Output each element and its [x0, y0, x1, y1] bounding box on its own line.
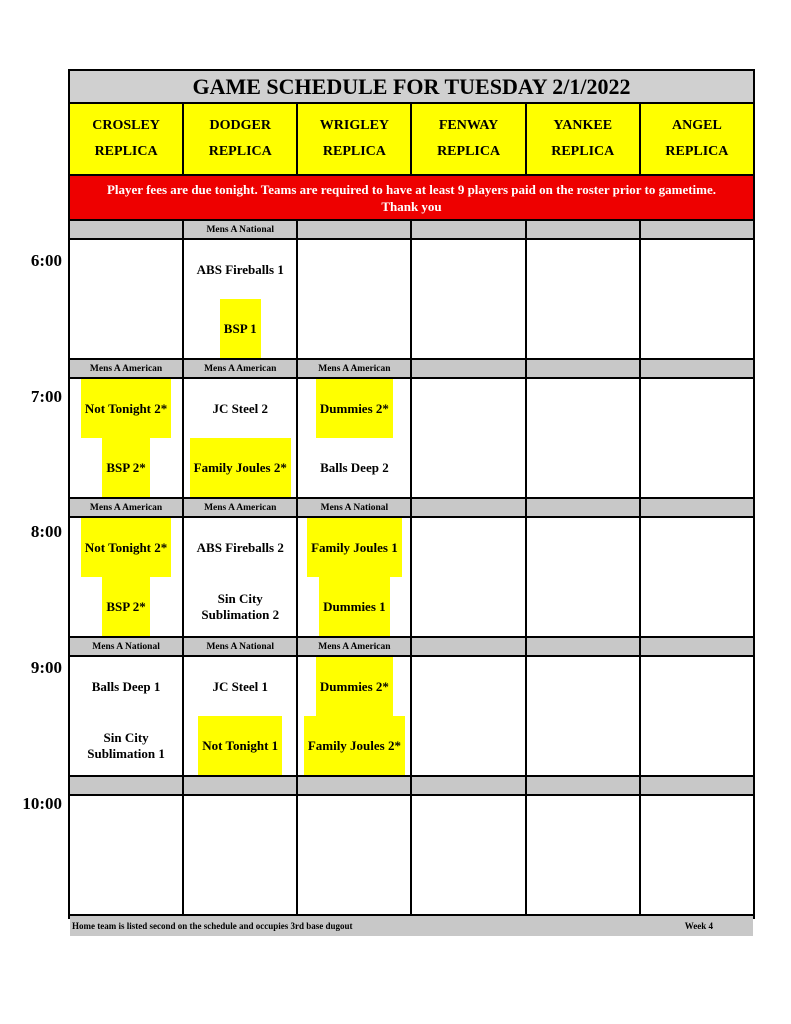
away-team	[350, 240, 358, 299]
away-team	[579, 240, 587, 299]
home-team	[236, 855, 244, 914]
home-team	[579, 577, 587, 636]
away-team	[579, 518, 587, 577]
away-team: ABS Fireballs 2	[196, 539, 284, 555]
game-cell	[298, 379, 410, 497]
away-team	[236, 796, 244, 855]
home-team	[122, 299, 130, 358]
court-header-yankee	[527, 104, 639, 174]
home-team: Sin City Sublimation 2	[201, 590, 280, 622]
home-team	[579, 855, 587, 914]
away-team	[693, 657, 701, 716]
court-header-crosley	[70, 104, 182, 174]
court-name: CROSLEY	[92, 118, 160, 133]
court-header-dodger	[184, 104, 296, 174]
division-label	[641, 777, 753, 794]
game-cell	[641, 379, 753, 497]
court-type: REPLICA	[322, 144, 386, 159]
court-type: REPLICA	[551, 144, 615, 159]
division-label	[412, 360, 524, 377]
away-team	[579, 796, 587, 855]
time-label: 8:00	[30, 522, 62, 541]
home-team: Family Joules 2*	[304, 716, 405, 775]
game-cell	[70, 379, 182, 497]
game-cell	[641, 240, 753, 358]
away-team: ABS Fireballs 1	[196, 261, 284, 277]
home-team	[693, 299, 701, 358]
home-team: BSP 2*	[102, 577, 149, 636]
away-team	[465, 379, 473, 438]
court-name: YANKEE	[553, 118, 613, 133]
away-team	[465, 657, 473, 716]
division-label: Mens A American	[70, 360, 182, 377]
division-label	[527, 360, 639, 377]
away-team	[122, 796, 130, 855]
away-team: JC Steel 1	[212, 678, 269, 694]
division-label	[527, 638, 639, 655]
court-type: REPLICA	[437, 144, 501, 159]
away-team	[693, 796, 701, 855]
home-team	[579, 438, 587, 497]
court-name: DODGER	[209, 118, 271, 133]
division-label: Mens A National	[184, 221, 296, 238]
time-label: 10:00	[22, 794, 62, 813]
home-team: Not Tonight 1	[198, 716, 282, 775]
away-team	[579, 657, 587, 716]
division-label: Mens A National	[184, 638, 296, 655]
game-cell	[298, 657, 410, 775]
division-label	[412, 499, 524, 516]
division-label: Mens A National	[70, 638, 182, 655]
away-team	[465, 518, 473, 577]
game-cell	[70, 240, 182, 358]
division-label	[641, 360, 753, 377]
division-label	[184, 777, 296, 794]
home-team: BSP 2*	[102, 438, 149, 497]
division-label: Mens A American	[184, 360, 296, 377]
game-cell	[412, 657, 524, 775]
game-cell	[184, 240, 296, 358]
away-team	[122, 240, 130, 299]
game-cell	[298, 240, 410, 358]
division-label	[527, 221, 639, 238]
court-header-angel	[641, 104, 753, 174]
home-team	[693, 716, 701, 775]
division-label	[641, 499, 753, 516]
schedule-footer	[70, 916, 753, 936]
home-team: Dummies 1	[319, 577, 389, 636]
division-label	[412, 777, 524, 794]
home-team	[579, 299, 587, 358]
game-cell	[298, 796, 410, 914]
game-cell	[527, 379, 639, 497]
away-team: Balls Deep 1	[91, 678, 161, 694]
away-team	[693, 379, 701, 438]
home-team	[350, 855, 358, 914]
division-label	[641, 638, 753, 655]
court-name: WRIGLEY	[319, 118, 390, 133]
time-label: 7:00	[30, 387, 62, 406]
court-type: REPLICA	[208, 144, 272, 159]
court-name: ANGEL	[672, 118, 722, 133]
division-label	[527, 777, 639, 794]
away-team: Family Joules 1	[307, 518, 402, 577]
division-label: Mens A American	[70, 499, 182, 516]
game-cell	[184, 657, 296, 775]
game-cell	[298, 518, 410, 636]
game-cell	[641, 796, 753, 914]
game-cell	[641, 657, 753, 775]
home-team	[465, 855, 473, 914]
division-label	[641, 221, 753, 238]
home-team: BSP 1	[220, 299, 261, 358]
home-team	[693, 855, 701, 914]
home-team: Balls Deep 2	[320, 459, 389, 475]
away-team: Dummies 2*	[316, 657, 393, 716]
game-cell	[184, 796, 296, 914]
notice-text: Player fees are due tonight. Teams are required to have at least 9 players paid on the roster prior to gametime.	[106, 181, 716, 197]
time-label: 9:00	[30, 658, 62, 677]
away-team	[465, 240, 473, 299]
game-cell	[412, 379, 524, 497]
away-team	[693, 518, 701, 577]
game-cell	[184, 518, 296, 636]
game-cell	[184, 379, 296, 497]
home-team	[465, 438, 473, 497]
page-title: GAME SCHEDULE FOR TUESDAY 2/1/2022	[70, 71, 753, 102]
home-team	[465, 716, 473, 775]
home-team	[122, 855, 130, 914]
game-cell	[70, 657, 182, 775]
division-label: Mens A National	[298, 499, 410, 516]
division-label	[70, 221, 182, 238]
home-team	[465, 577, 473, 636]
notice-thanks: Thank you	[381, 198, 442, 214]
away-team: JC Steel 2	[212, 400, 269, 416]
game-cell	[412, 240, 524, 358]
division-label	[298, 777, 410, 794]
court-type: REPLICA	[665, 144, 729, 159]
division-label	[298, 221, 410, 238]
away-team: Not Tonight 2*	[81, 518, 171, 577]
home-team-note: Home team is listed second on the schedule and occupies 3rd base dugout	[72, 921, 353, 931]
game-cell	[70, 518, 182, 636]
home-team: Sin City Sublimation 1	[87, 729, 165, 761]
week-label: Week 4	[684, 921, 713, 931]
court-name: FENWAY	[438, 118, 499, 133]
away-team	[693, 240, 701, 299]
time-label: 6:00	[30, 251, 62, 270]
home-team	[350, 299, 358, 358]
court-header-wrigley	[298, 104, 410, 174]
away-team	[350, 796, 358, 855]
away-team	[465, 796, 473, 855]
game-cell	[412, 518, 524, 636]
division-label: Mens A American	[298, 638, 410, 655]
division-label	[412, 638, 524, 655]
home-team	[693, 577, 701, 636]
home-team	[693, 438, 701, 497]
game-cell	[527, 518, 639, 636]
division-label	[412, 221, 524, 238]
division-label	[70, 777, 182, 794]
home-team	[579, 716, 587, 775]
game-cell	[527, 796, 639, 914]
division-label: Mens A American	[184, 499, 296, 516]
division-label	[527, 499, 639, 516]
game-cell	[527, 240, 639, 358]
away-team: Dummies 2*	[316, 379, 393, 438]
game-cell	[641, 518, 753, 636]
division-label: Mens A American	[298, 360, 410, 377]
game-cell	[412, 796, 524, 914]
game-cell	[70, 796, 182, 914]
away-team: Not Tonight 2*	[81, 379, 171, 438]
schedule-grid	[68, 69, 755, 931]
home-team: Family Joules 2*	[190, 438, 291, 497]
game-cell	[527, 657, 639, 775]
court-header-fenway	[412, 104, 524, 174]
home-team	[465, 299, 473, 358]
away-team	[579, 379, 587, 438]
fee-notice-banner	[70, 176, 753, 219]
court-type: REPLICA	[94, 144, 158, 159]
